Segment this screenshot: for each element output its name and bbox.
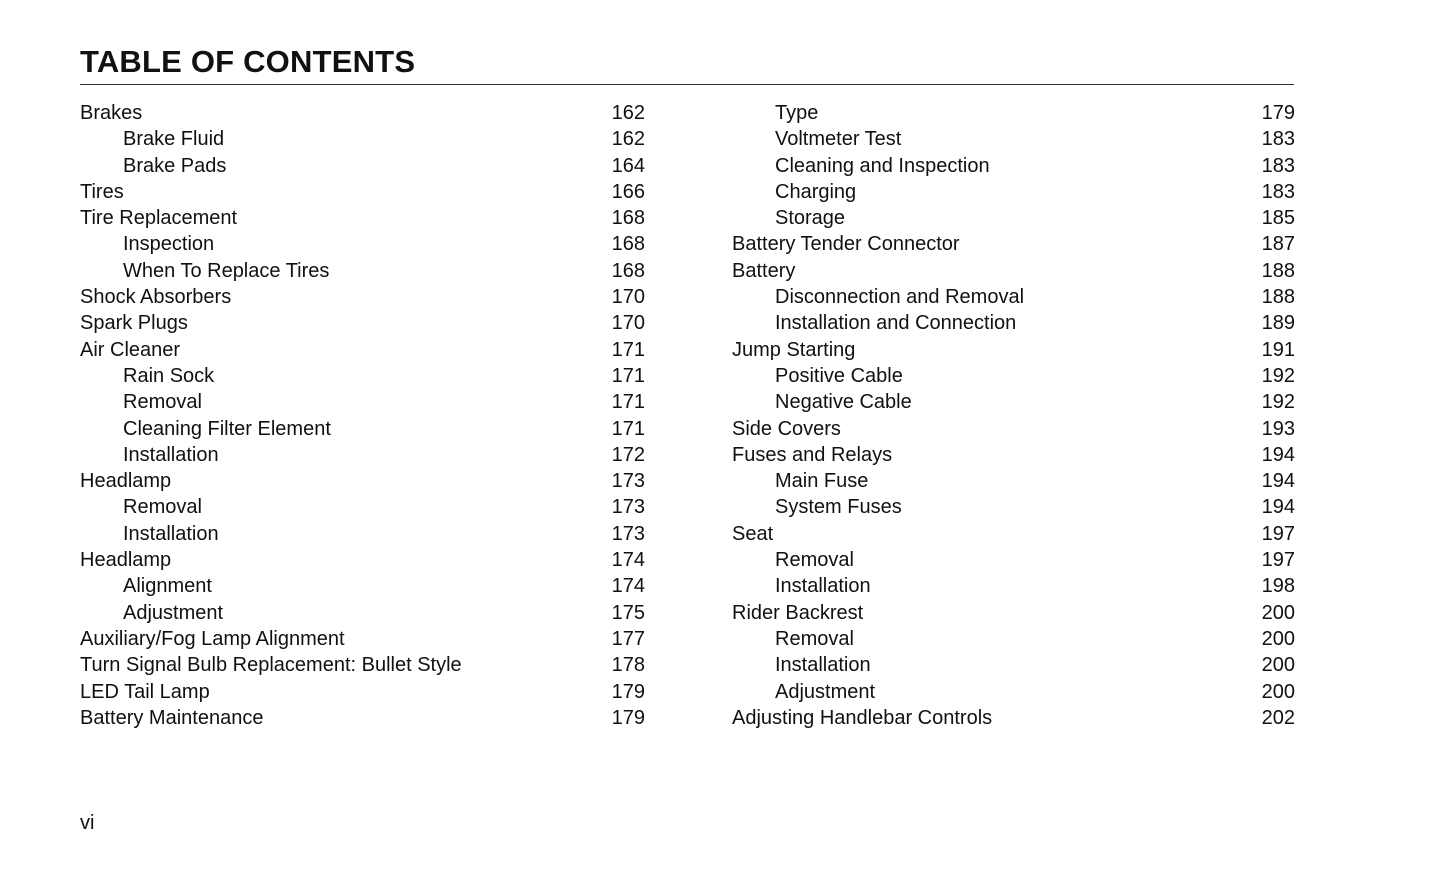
toc-subentry [732,679,1295,705]
toc-entry-label: Battery [732,259,796,282]
toc-entry-label: Voltmeter Test [775,128,902,151]
toc-entry-label: Storage [775,207,846,230]
toc-entry-label: Installation [775,575,871,598]
toc-entry-label: Disconnection and Removal [775,286,1025,309]
toc-entry-label: Battery Tender Connector [732,233,960,256]
toc-entry-label: Inspection [123,233,215,256]
toc-subentry [732,468,1295,494]
toc-entry [732,521,1295,547]
toc-entry-page: 194 [1261,470,1295,493]
page-number: vi [80,812,95,834]
toc-entry [80,652,645,678]
toc-subentry [732,153,1295,179]
toc-entry-page: 179 [611,680,645,703]
toc-entry-page: 189 [1261,312,1295,335]
toc-entry-label: Spark Plugs [80,312,188,335]
toc-column-right [732,100,1295,731]
toc-entry-label: System Fuses [775,496,902,519]
toc-subentry [732,626,1295,652]
toc-subentry [80,600,645,626]
toc-subentry [80,258,645,284]
toc-entry-page: 171 [611,417,645,440]
toc-entry-page: 171 [611,364,645,387]
toc-entry-page: 174 [611,575,645,598]
toc-entry-label: Battery Maintenance [80,706,264,729]
toc-entry-label: Type [775,102,819,124]
toc-subentry [732,179,1295,205]
toc-entry-page: 164 [611,154,645,177]
toc-subentry [80,363,645,389]
toc-entry-page: 197 [1261,549,1295,572]
toc-entry-label: Headlamp [80,549,172,572]
toc-subentry [80,442,645,468]
toc-entry-page: 194 [1261,443,1295,466]
toc-entry-page: 200 [1261,654,1295,677]
toc-subentry [80,521,645,547]
toc-entry [80,337,645,363]
toc-entry-page: 173 [611,470,645,493]
toc-entry-label: Brake Pads [123,154,227,177]
toc-entry-page: 173 [611,522,645,545]
toc-entry-label: When To Replace Tires [123,259,330,282]
toc-entry-label: Seat [732,522,774,545]
toc-entry-label: Turn Signal Bulb Replacement: Bullet Style [80,654,462,677]
toc-entry-page: 192 [1261,364,1295,387]
toc-subentry [732,284,1295,310]
toc-entry [732,600,1295,626]
toc-entry [80,310,645,336]
toc-entry-page: 171 [611,391,645,414]
toc-entry-page: 173 [611,496,645,519]
toc-entry [732,442,1295,468]
toc-entry-page: 200 [1261,601,1295,624]
toc-entry-label: Jump Starting [732,338,856,361]
toc-entry-label: Air Cleaner [80,338,181,361]
toc-entry [732,258,1295,284]
toc-subentry [80,153,645,179]
toc-entry-label: Rain Sock [123,364,215,387]
toc-entry-label: Main Fuse [775,470,869,493]
toc-entry-page: 187 [1261,233,1295,256]
toc-entry-page: 179 [1261,102,1295,124]
toc-entry-page: 168 [611,207,645,230]
toc-entry-page: 200 [1261,680,1295,703]
toc-entry [80,100,645,126]
toc-entry-label: Tire Replacement [80,207,238,230]
toc-entry-label: Tires [80,180,124,203]
toc-subentry [732,652,1295,678]
toc-entry-label: Charging [775,180,857,203]
toc-subentry [732,547,1295,573]
toc-entry-page: 162 [611,128,645,151]
toc-entry-page: 198 [1261,575,1295,598]
toc-entry-label: Fuses and Relays [732,443,893,466]
toc-entry-label: Brakes [80,102,143,124]
toc-entry [80,179,645,205]
toc-entry-label: Shock Absorbers [80,286,232,309]
toc-entry-page: 175 [611,601,645,624]
toc-entry-label: Installation [123,443,219,466]
title-divider [80,84,1294,85]
toc-entry-page: 193 [1261,417,1295,440]
toc-entry-page: 183 [1261,154,1295,177]
toc-entry [80,705,645,731]
toc-entry-page: 183 [1261,128,1295,151]
toc-entry-page: 177 [611,627,645,650]
toc-entry [732,416,1295,442]
toc-entry [732,705,1295,731]
toc-entry [80,547,645,573]
toc-entry-page: 162 [611,102,645,124]
toc-entry-page: 170 [611,286,645,309]
toc-entry-label: Removal [775,627,854,650]
toc-subentry [732,494,1295,520]
toc-subentry [732,205,1295,231]
toc-entry-label: Removal [123,496,202,519]
toc-subentry [80,494,645,520]
toc-column-left [80,100,645,731]
toc-entry-page: 174 [611,549,645,572]
toc-subentry [80,231,645,257]
toc-entry-label: Adjustment [123,601,224,624]
toc-subentry [80,416,645,442]
toc-entry [80,679,645,705]
toc-entry-label: Adjustment [775,680,876,703]
toc-entry-label: Removal [775,549,854,572]
toc-entry-label: Headlamp [80,470,172,493]
toc-entry-page: 185 [1261,207,1295,230]
toc-entry-page: 202 [1261,706,1295,729]
toc-entry [80,626,645,652]
toc-entry [732,337,1295,363]
toc-entry-page: 192 [1261,391,1295,414]
toc-subentry [732,573,1295,599]
toc-entry-label: Cleaning and Inspection [775,154,990,177]
toc-entry-label: Adjusting Handlebar Controls [732,706,993,729]
toc-entry-page: 179 [611,706,645,729]
toc-subentry [732,126,1295,152]
toc-entry [80,468,645,494]
toc-subentry [732,389,1295,415]
toc-entry-label: Side Covers [732,417,841,440]
toc-entry-label: LED Tail Lamp [80,680,210,703]
toc-subentry [732,100,1295,126]
toc-entry-page: 197 [1261,522,1295,545]
toc-entry [732,231,1295,257]
toc-entry-label: Rider Backrest [732,601,864,624]
toc-subentry [80,389,645,415]
toc-subentry [80,573,645,599]
toc-entry-page: 183 [1261,180,1295,203]
toc-entry-page: 171 [611,338,645,361]
toc-entry-page: 172 [611,443,645,466]
toc-entry-page: 170 [611,312,645,335]
toc-entry-page: 188 [1261,259,1295,282]
toc-entry-label: Positive Cable [775,364,903,387]
toc-entry [80,284,645,310]
toc-entry-label: Installation and Connection [775,312,1017,335]
toc-subentry [732,310,1295,336]
page-title: TABLE OF CONTENTS [80,44,416,79]
toc-entry-page: 168 [611,233,645,256]
toc-entry-page: 191 [1261,338,1295,361]
toc-subentry [80,126,645,152]
toc-entry [80,205,645,231]
toc-entry-label: Installation [775,654,871,677]
toc-entry-label: Cleaning Filter Element [123,417,331,440]
toc-entry-label: Alignment [123,575,212,598]
toc-entry-page: 178 [611,654,645,677]
toc-entry-label: Auxiliary/Fog Lamp Alignment [80,627,345,650]
toc-entry-label: Installation [123,522,219,545]
toc-entry-page: 188 [1261,286,1295,309]
toc-entry-label: Negative Cable [775,391,912,414]
toc-entry-page: 200 [1261,627,1295,650]
toc-entry-page: 168 [611,259,645,282]
toc-subentry [732,363,1295,389]
toc-entry-page: 166 [611,180,645,203]
toc-entry-page: 194 [1261,496,1295,519]
toc-entry-label: Removal [123,391,202,414]
toc-entry-label: Brake Fluid [123,128,225,151]
